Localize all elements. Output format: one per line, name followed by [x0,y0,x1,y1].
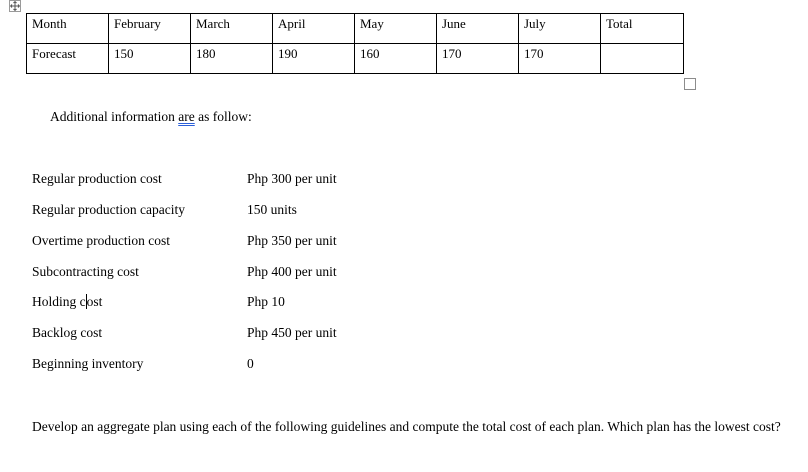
table-move-handle[interactable] [9,0,21,12]
info-row-holding-cost [32,294,452,312]
table-cell[interactable]: Total [601,14,684,44]
info-label: Overtime production cost [32,233,170,248]
table-cell[interactable] [601,44,684,74]
info-label-part: Holding c [32,294,86,309]
info-label [32,294,102,310]
info-label: Backlog cost [32,325,103,340]
info-label-part: ost [86,294,103,309]
table-cell[interactable]: May [355,14,437,44]
table-cell[interactable]: June [437,14,519,44]
info-row-backlog-cost [32,325,452,343]
move-arrows-icon [10,1,20,11]
forecast-table [26,13,684,74]
table-cell[interactable]: April [273,14,355,44]
table-row-forecast [27,44,684,74]
intro-text: Additional information [50,109,179,124]
intro-text-end: as follow: [194,109,252,124]
info-label: Subcontracting cost [32,264,139,279]
info-value: Php 300 per unit [247,171,337,186]
additional-info-heading [50,109,252,125]
info-value: Php 450 per unit [247,325,337,340]
info-value: 150 units [247,202,297,217]
grammar-flagged-word[interactable]: are [178,109,195,124]
table-row-month [27,14,684,44]
info-row-subcontracting-cost [32,264,452,282]
table-cell[interactable]: Month [27,14,109,44]
info-label: Regular production capacity [32,202,185,217]
info-value: Php 400 per unit [247,264,337,279]
table-cell[interactable]: 180 [191,44,273,74]
info-label: Beginning inventory [32,356,144,371]
info-row-overtime-production-cost [32,233,452,251]
table-cell[interactable]: 190 [273,44,355,74]
table-cell[interactable]: July [519,14,601,44]
info-row-regular-production-capacity [32,202,452,220]
table-cell[interactable]: 160 [355,44,437,74]
table-cell[interactable]: 170 [519,44,601,74]
info-label: Regular production cost [32,171,162,186]
table-resize-handle[interactable] [684,78,696,90]
table-cell[interactable]: 150 [109,44,191,74]
info-row-beginning-inventory [32,356,452,374]
info-value: 0 [247,356,254,371]
info-row-regular-production-cost [32,171,452,189]
table-cell[interactable]: February [109,14,191,44]
table-cell[interactable]: Forecast [27,44,109,74]
table-cell[interactable]: 170 [437,44,519,74]
info-value: Php 10 [247,294,285,309]
question-paragraph: Develop an aggregate plan using each of the following guidelines and compute the total cost of each plan. Which plan has the lowest cost? [32,419,781,434]
info-value: Php 350 per unit [247,233,337,248]
table-cell[interactable]: March [191,14,273,44]
